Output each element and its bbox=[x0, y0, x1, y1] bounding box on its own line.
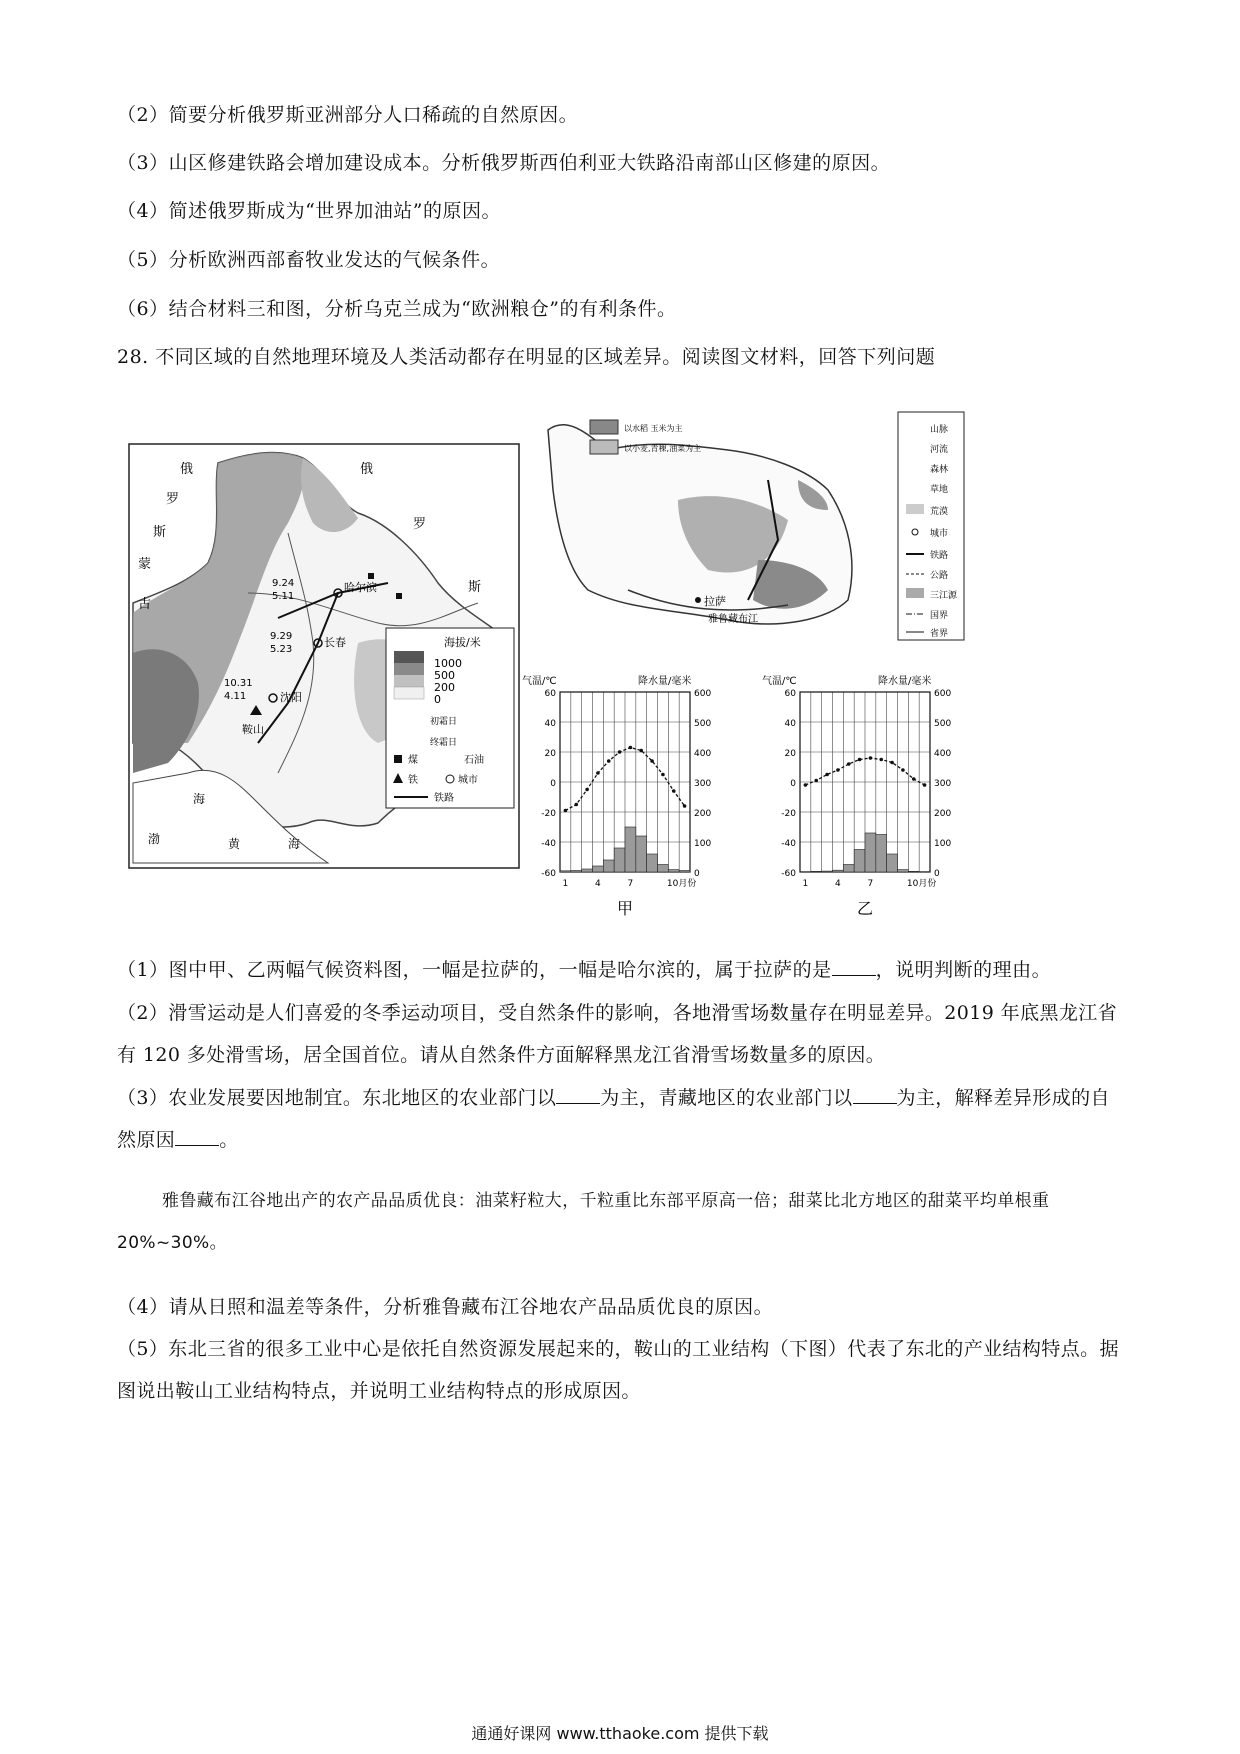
temp-point bbox=[629, 746, 633, 750]
month-tick: 1 bbox=[802, 879, 809, 889]
svg-text:初霜日: 初霜日 bbox=[430, 717, 458, 727]
coal-symbol bbox=[368, 573, 374, 579]
temp-point bbox=[869, 756, 873, 760]
svg-text:荒漠: 荒漠 bbox=[930, 507, 949, 517]
map-label: 哈尔滨 bbox=[344, 581, 377, 594]
precip-bar bbox=[614, 848, 625, 872]
frost-date: 4.11 bbox=[224, 691, 247, 702]
question-5: （5）分析欧洲西部畜牧业发达的气候条件。 bbox=[117, 249, 501, 271]
legend-label: 以水稻 玉米为主 bbox=[624, 424, 683, 433]
question-3: （3）山区修建铁路会增加建设成本。分析俄罗斯西伯利亚大铁路沿南部山区修建的原因。 bbox=[117, 152, 891, 174]
temp-point bbox=[672, 789, 676, 793]
temp-point bbox=[836, 768, 840, 772]
precip-bar bbox=[593, 866, 604, 872]
temp-point bbox=[804, 783, 808, 787]
svg-text:三江源: 三江源 bbox=[930, 591, 958, 601]
temp-point bbox=[912, 777, 916, 781]
precip-tick: 400 bbox=[694, 749, 712, 759]
precip-tick: 0 bbox=[934, 869, 940, 879]
question-5-industry: （5）东北三省的很多工业中心是依托自然资源发展起来的，鞍山的工业结构（下图）代表了东北的产业结构特点。据图说出鞍山工业结构特点，并说明工业结构特点的形成原因。 bbox=[117, 1338, 1119, 1402]
map-label: 海 bbox=[288, 837, 301, 851]
frost-date: 10.31 bbox=[224, 678, 253, 689]
precip-bar bbox=[876, 835, 887, 873]
map-label: 拉萨 bbox=[704, 595, 726, 608]
question-6: （6）结合材料三和图，分析乌克兰成为“欧洲粮仓”的有利条件。 bbox=[117, 298, 677, 320]
map-label: 长春 bbox=[324, 636, 346, 649]
question-3-agriculture: （3）农业发展要因地制宜。东北地区的农业部门以 为主，青藏地区的农业部门以 为主，解释差异形成的自然原因 。 bbox=[117, 1087, 1110, 1151]
svg-text:500: 500 bbox=[434, 669, 455, 682]
temp-tick: -20 bbox=[781, 809, 796, 819]
precip-bar bbox=[603, 860, 614, 872]
month-label: 10月份 bbox=[666, 879, 697, 889]
map-label: 斯 bbox=[153, 525, 167, 540]
map-legend bbox=[386, 628, 514, 808]
svg-text:200: 200 bbox=[434, 681, 455, 694]
svg-text:1000: 1000 bbox=[434, 657, 462, 670]
frost-date: 5.11 bbox=[272, 591, 295, 602]
temp-tick: 20 bbox=[544, 749, 556, 759]
svg-text:0: 0 bbox=[434, 693, 441, 706]
map-label: 蒙 bbox=[138, 557, 152, 572]
climate-chart-jia bbox=[520, 672, 750, 922]
precip-bar bbox=[625, 827, 636, 872]
precip-bar bbox=[811, 871, 822, 872]
precip-bar bbox=[833, 870, 844, 872]
svg-text:城市: 城市 bbox=[458, 775, 478, 786]
precip-bar bbox=[668, 870, 679, 872]
chart-caption: 甲 bbox=[616, 899, 634, 918]
temp-point bbox=[596, 771, 600, 775]
temp-point bbox=[585, 788, 589, 792]
map-label: 鞍山 bbox=[242, 723, 264, 736]
precip-tick: 300 bbox=[694, 779, 712, 789]
chart-caption: 乙 bbox=[856, 899, 874, 918]
precip-tick: 200 bbox=[934, 809, 952, 819]
temp-point bbox=[650, 759, 654, 763]
precip-tick: 600 bbox=[694, 689, 712, 699]
precip-bar bbox=[679, 871, 690, 873]
svg-text:终霜日: 终霜日 bbox=[430, 738, 458, 748]
map-legend-right bbox=[898, 412, 964, 640]
map-label: 罗 bbox=[413, 517, 427, 532]
question-4: （4）简述俄罗斯成为“世界加油站”的原因。 bbox=[117, 200, 502, 222]
month-tick: 7 bbox=[867, 879, 874, 889]
precip-bar bbox=[898, 870, 909, 872]
temp-point bbox=[879, 758, 883, 762]
svg-text:公路: 公路 bbox=[930, 571, 949, 581]
precip-tick: 500 bbox=[694, 719, 712, 729]
svg-text:煤: 煤 bbox=[408, 755, 418, 766]
map-label: 沈阳 bbox=[280, 691, 302, 704]
precip-bar bbox=[560, 871, 571, 872]
precip-bar bbox=[854, 850, 865, 873]
northeast-china-map bbox=[128, 443, 520, 869]
month-tick: 4 bbox=[595, 879, 601, 889]
qinghai-tibet-map bbox=[528, 410, 968, 642]
map-label: 渤 bbox=[148, 832, 161, 846]
svg-text:省界: 省界 bbox=[930, 629, 949, 639]
temp-point bbox=[618, 750, 622, 754]
svg-text:城市: 城市 bbox=[930, 529, 949, 539]
temp-point bbox=[923, 783, 927, 787]
month-tick: 1 bbox=[562, 879, 569, 889]
temp-point bbox=[661, 773, 665, 777]
question-2: （2）简要分析俄罗斯亚洲部分人口稀疏的自然原因。 bbox=[117, 104, 579, 126]
legend-label: 以小麦,青稞,油菜为主 bbox=[624, 444, 702, 453]
svg-text:草地: 草地 bbox=[930, 485, 949, 495]
temp-tick: -20 bbox=[541, 809, 556, 819]
precip-tick: 100 bbox=[694, 839, 712, 849]
map-label: 黄 bbox=[228, 837, 241, 851]
month-label: 10月份 bbox=[906, 879, 937, 889]
temp-point bbox=[607, 759, 611, 763]
precip-bar bbox=[865, 833, 876, 872]
precip-bar bbox=[908, 871, 919, 872]
question-2-ski: （2）滑雪运动是人们喜爱的冬季运动项目，受自然条件的影响，各地滑雪场数量存在明显差异。2019 年底黑龙江省有 120 多处滑雪场，居全国首位。请从自然条件方面解释黑龙江省滑雪场数量多的原因。 bbox=[117, 1002, 1118, 1066]
temp-point bbox=[564, 809, 568, 813]
precip-tick: 100 bbox=[934, 839, 952, 849]
question-1: （1）图中甲、乙两幅气候资料图，一幅是拉萨的，一幅是哈尔滨的，属于拉萨的是 ，说明判断的理由。 bbox=[117, 959, 1052, 981]
frost-date: 5.23 bbox=[270, 644, 293, 655]
temp-tick: -60 bbox=[781, 869, 796, 879]
precip-bar bbox=[647, 854, 658, 872]
precip-bar bbox=[843, 865, 854, 873]
svg-text:森林: 森林 bbox=[930, 465, 949, 475]
question-28-intro: 28. 不同区域的自然地理环境及人类活动都存在明显的区域差异。阅读图文材料，回答下列问题 bbox=[117, 346, 936, 368]
precip-tick: 200 bbox=[694, 809, 712, 819]
frost-date: 9.24 bbox=[272, 578, 295, 589]
temp-axis-label: 气温/℃ bbox=[762, 676, 797, 687]
temp-point bbox=[683, 804, 687, 808]
precip-bar bbox=[582, 869, 593, 872]
temp-tick: 0 bbox=[550, 779, 556, 789]
map-label: 海 bbox=[193, 792, 206, 806]
map-label: 俄 bbox=[180, 462, 194, 477]
month-tick: 7 bbox=[627, 879, 634, 889]
temp-point bbox=[890, 761, 894, 765]
svg-text:铁路: 铁路 bbox=[434, 793, 454, 804]
temp-tick: -60 bbox=[541, 869, 556, 879]
precip-bar bbox=[658, 865, 669, 873]
svg-text:铁: 铁 bbox=[408, 775, 418, 786]
map-label: 古 bbox=[138, 597, 152, 612]
temp-point bbox=[901, 768, 905, 772]
precip-bar bbox=[822, 871, 833, 872]
temp-tick: 60 bbox=[784, 689, 796, 699]
svg-text:铁路: 铁路 bbox=[930, 551, 949, 561]
temp-tick: 0 bbox=[790, 779, 796, 789]
svg-text:国界: 国界 bbox=[930, 611, 949, 621]
temp-tick: 40 bbox=[544, 719, 556, 729]
precip-tick: 500 bbox=[934, 719, 952, 729]
precip-tick: 400 bbox=[934, 749, 952, 759]
svg-text:山脉: 山脉 bbox=[930, 425, 949, 435]
precip-axis-label: 降水量/毫米 bbox=[878, 676, 932, 687]
svg-text:河流: 河流 bbox=[930, 445, 949, 455]
temp-point bbox=[639, 749, 643, 753]
temp-point bbox=[847, 762, 851, 766]
map-label: 罗 bbox=[166, 492, 180, 507]
map-label: 雅鲁藏布江 bbox=[708, 614, 758, 625]
footer: 通通好课网 www.tthaoke.com 提供下载 bbox=[471, 1724, 769, 1743]
temp-tick: -40 bbox=[541, 839, 556, 849]
precip-bar bbox=[636, 836, 647, 872]
coal-symbol bbox=[396, 593, 402, 599]
temp-axis-label: 气温/℃ bbox=[522, 676, 557, 687]
svg-text:海拔/米: 海拔/米 bbox=[444, 636, 481, 649]
temp-point bbox=[574, 803, 578, 807]
map-label: 俄 bbox=[360, 462, 374, 477]
precip-axis-label: 降水量/毫米 bbox=[638, 676, 692, 687]
temp-point bbox=[858, 758, 862, 762]
climate-chart-yi bbox=[760, 672, 990, 922]
precip-tick: 300 bbox=[934, 779, 952, 789]
svg-text:石油: 石油 bbox=[464, 755, 484, 766]
precip-bar bbox=[571, 871, 582, 873]
precip-bar bbox=[887, 854, 898, 872]
precip-tick: 0 bbox=[694, 869, 700, 879]
temp-point bbox=[814, 779, 818, 783]
frost-date: 9.29 bbox=[270, 631, 293, 642]
temp-tick: 60 bbox=[544, 689, 556, 699]
material-text: 雅鲁藏布江谷地出产的农产品品质优良：油菜籽粒大，千粒重比东部平原高一倍；甜菜比北方地区的甜菜平均单根重 20%~30%。 bbox=[117, 1191, 1050, 1253]
precip-tick: 600 bbox=[934, 689, 952, 699]
temp-tick: 40 bbox=[784, 719, 796, 729]
question-4-quality: （4）请从日照和温差等条件，分析雅鲁藏布江谷地农产品品质优良的原因。 bbox=[117, 1296, 774, 1318]
map-label: 斯 bbox=[468, 580, 482, 595]
month-tick: 4 bbox=[835, 879, 841, 889]
temp-tick: -40 bbox=[781, 839, 796, 849]
temp-tick: 20 bbox=[784, 749, 796, 759]
temp-point bbox=[825, 773, 829, 777]
